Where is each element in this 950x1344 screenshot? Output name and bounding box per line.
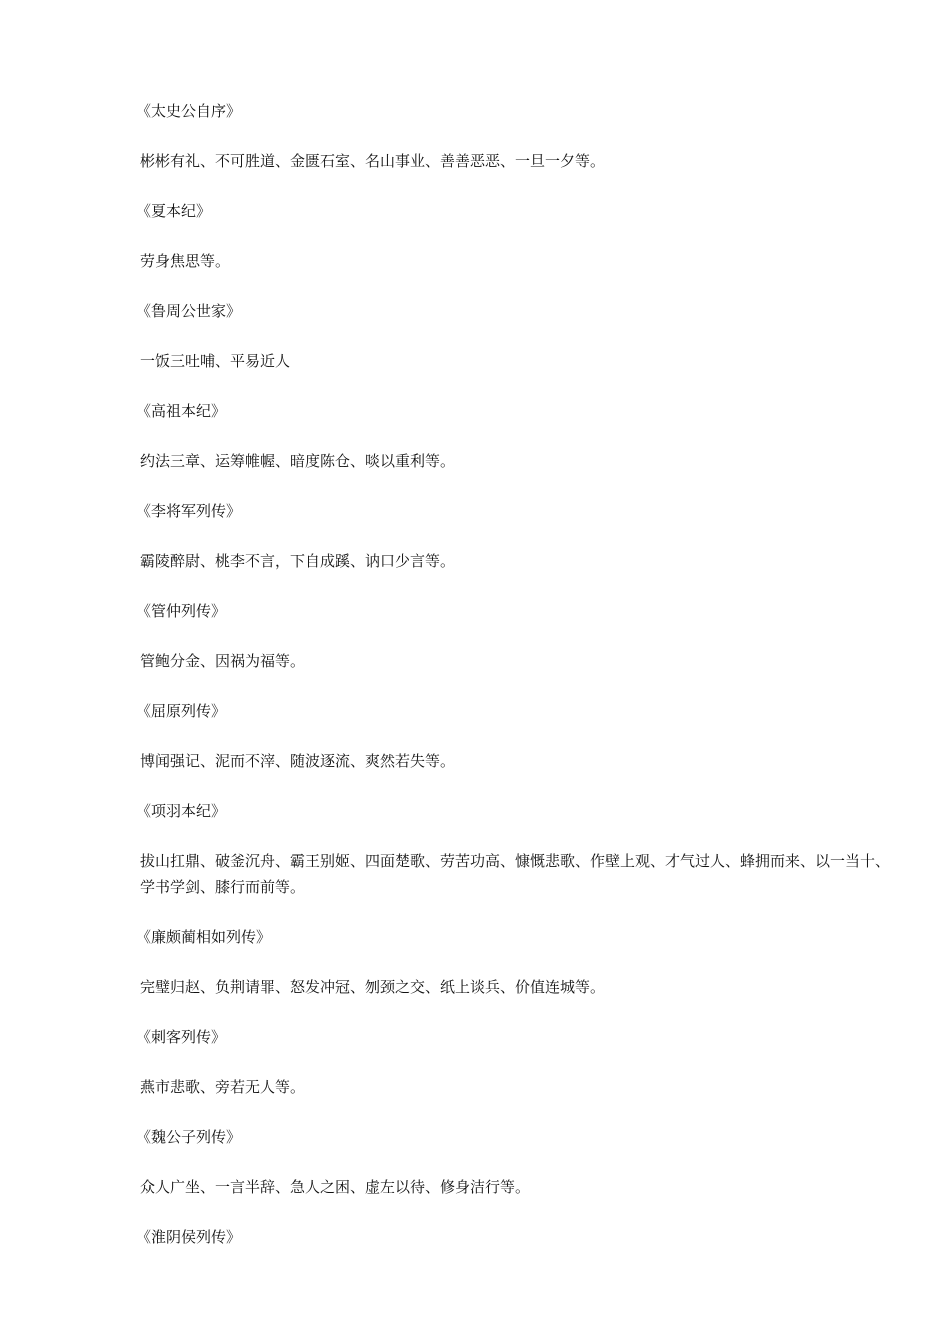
section-text: 燕市悲歌、旁若无人等。 <box>140 1078 306 1096</box>
section-title: 《李将军列传》 <box>136 502 242 520</box>
section-text: 一饭三吐哺、平易近人 <box>140 352 291 370</box>
section-text: 众人广坐、一言半辞、急人之困、虚左以待、修身洁行等。 <box>140 1178 531 1196</box>
section-title: 《廉颇蔺相如列传》 <box>136 928 272 946</box>
section-title: 《太史公自序》 <box>136 102 242 120</box>
document-content <box>136 98 900 1274</box>
section-title: 《刺客列传》 <box>136 1028 227 1046</box>
section-title: 《管仲列传》 <box>136 602 227 620</box>
section-title: 《屈原列传》 <box>136 702 227 720</box>
section-text: 博闻强记、泥而不滓、随波逐流、爽然若失等。 <box>140 752 456 770</box>
section-text: 完璧归赵、负荆请罪、怒发冲冠、刎颈之交、纸上谈兵、价值连城等。 <box>140 978 606 996</box>
section-text: 劳身焦思等。 <box>140 252 231 270</box>
section-text: 拔山扛鼎、破釜沉舟、霸王别姬、四面楚歌、劳苦功高、慷慨悲歌、作壁上观、才气过人、蜂拥而来、以一当十、学书学剑、膝行而前等。 <box>140 852 891 896</box>
section-text: 霸陵醉尉、桃李不言，下自成蹊、讷口少言等。 <box>140 552 456 570</box>
section-title: 《夏本纪》 <box>136 202 212 220</box>
section-title: 《项羽本纪》 <box>136 802 227 820</box>
section-text: 约法三章、运筹帷幄、暗度陈仓、啖以重利等。 <box>140 452 456 470</box>
section-title: 《魏公子列传》 <box>136 1128 242 1146</box>
section-title: 《淮阴侯列传》 <box>136 1228 242 1246</box>
section-title: 《高祖本纪》 <box>136 402 227 420</box>
section-text: 管鲍分金、因祸为福等。 <box>140 652 306 670</box>
section-title: 《鲁周公世家》 <box>136 302 242 320</box>
section-text: 彬彬有礼、不可胜道、金匮石室、名山事业、善善恶恶、一旦一夕等。 <box>140 152 606 170</box>
